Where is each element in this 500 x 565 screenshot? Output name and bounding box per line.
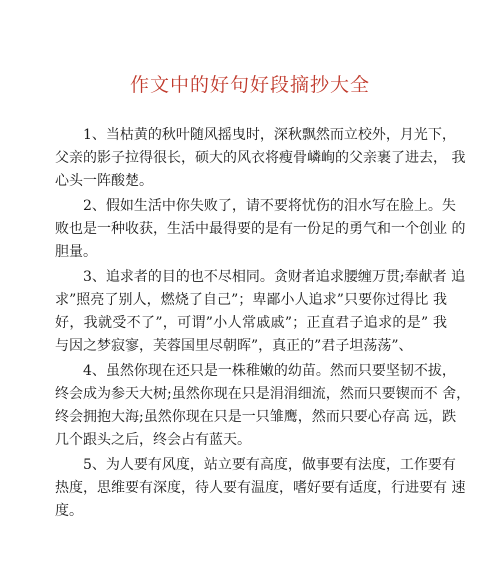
paragraph-line: 败也是一种收获，生活中最得要的是有一份足的勇气和一个创业 的 — [55, 221, 466, 237]
paragraph-line: 度。 — [55, 503, 83, 519]
paragraph-line: 终会成为参天大树;虽然你现在只是涓涓细流，然而只要锲而不 舍， — [55, 386, 471, 402]
paragraph-line: 终会拥抱大海;虽然你现在只是一只雏鹰，然而只要心存高 远，跌 — [55, 409, 457, 425]
paragraph-2 — [55, 195, 466, 264]
paragraph-line: 心头一阵酸楚。 — [55, 173, 153, 189]
paragraph-line: 4、虽然你现在还只是一株稚嫩的幼苗。然而只要坚韧不拔， — [83, 363, 456, 379]
paragraph-line: 2、假如生活中你失败了，请不要将忧伤的泪水写在脸上。失 — [83, 198, 456, 214]
paragraph-line: 与因之梦寂寥，芙蓉国里尽朝晖”，真正的”君子坦荡荡”、 — [55, 338, 413, 354]
paragraph-line: 几个跟头之后，终会占有蓝天。 — [55, 432, 251, 448]
paragraph-line: 求”照亮了别人，燃烧了自己”；卑鄙小人追求”只要你过得比 我 — [55, 292, 447, 308]
paragraph-5 — [55, 454, 466, 523]
paragraph-1 — [55, 124, 466, 193]
paragraph-line: 1、当枯黄的秋叶随风摇曳时，深秋飘然而立校外，月光下， — [83, 127, 456, 143]
paragraph-4 — [55, 360, 471, 452]
paragraph-line: 5、为人要有风度，站立要有高度，做事要有法度，工作要有 — [83, 457, 456, 473]
paragraph-3 — [55, 266, 466, 358]
paragraph-line: 好，我就受不了”，可谓”小人常戚戚”；正直君子追求的是” 我 — [55, 315, 447, 331]
paragraph-line: 父亲的影子拉得很长，硕大的风衣将瘦骨嶙峋的父亲裹了进去， 我 — [55, 150, 466, 166]
document-body — [55, 124, 471, 525]
document-title: 作文中的好句好段摘抄大全 — [129, 74, 370, 96]
paragraph-line: 胆量。 — [55, 244, 97, 260]
paragraph-line: 3、追求者的目的也不尽相同。贪财者追求腰缠万贯;奉献者 追 — [83, 269, 466, 285]
paragraph-line: 热度，思维要有深度，待人要有温度，嗜好要有适度，行进要有 速 — [55, 480, 466, 496]
